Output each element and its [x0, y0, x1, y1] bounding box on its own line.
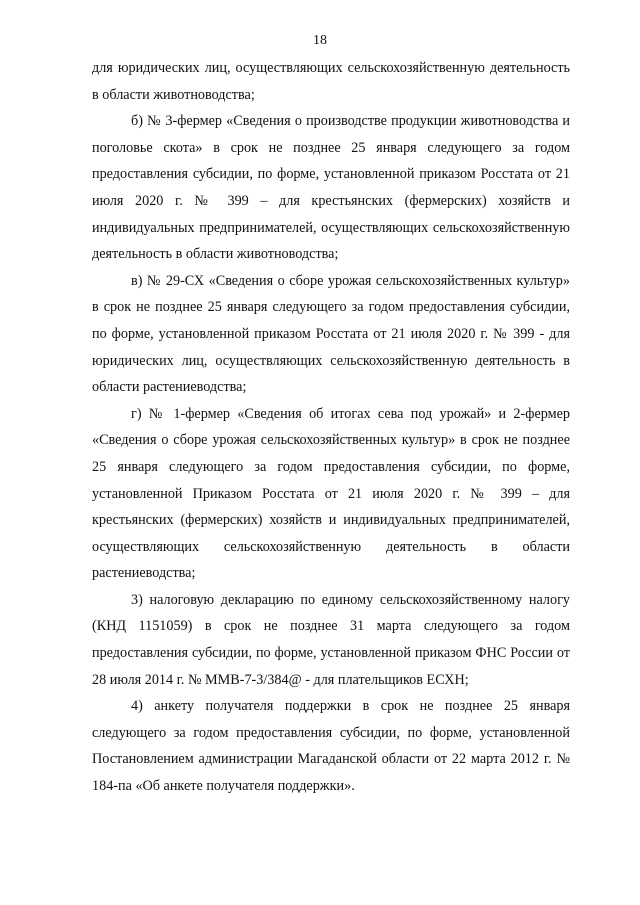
paragraph-item-3: 3) налоговую декларацию по единому сельскохозяйственному налогу (КНД 1151059) в срок не позднее 31 марта следующего за годом предоставления субсидии, по форме, установленной приказом ФНС России от 28 июля 2014 г. № ММВ-7-3/384@ - для плательщиков ЕСХН; [92, 591, 570, 688]
paragraph-item-v: в) № 29-СХ «Сведения о сборе урожая сельскохозяйственных культур» в срок не позднее 25 января следующего за годом предоставления субсидии, по форме, установленной приказом Росстата от 21 июля 2020 г. № 399 - для юридических лиц, осуществляющих сельскохозяйственную деятельность в области растениеводства; [92, 272, 570, 396]
paragraph-item-4: 4) анкету получателя поддержки в срок не позднее 25 января следующего за годом предоставления субсидии, по форме, установленной Постановлением администрации Магаданской области от 22 марта 2012 г. № 184-па «Об анкете получателя поддержки». [92, 698, 570, 795]
paragraph-item-b: б) № 3-фермер «Сведения о производстве продукции животноводства и поголовье скота» в срок не позднее 25 января следующего за годом предоставления субсидии, по форме, установленной приказом Росстата от 21 июля 2020 г. № 399 – для крестьянских (фермерских) хозяйств и индивидуальных предпринимателей, осуществляющих сельскохозяйственную деятельность в области животноводства; [92, 113, 570, 263]
page-number: 18 [313, 33, 327, 48]
paragraph-item-g: г) № 1-фермер «Сведения об итогах сева под урожай» и 2-фермер «Сведения о сборе урожая сельскохозяйственных культур» в срок не позднее 25 января следующего за годом предоставления субсидии, по форме, установленной Приказом Росстата от 21 июля 2020 г. № 399 – для крестьянских (фермерских) хозяйств и индивидуальных предпринимателей, осуществляющих сельскохозяйственную деятельность в области растениеводства; [92, 405, 570, 582]
paragraph-continuation: для юридических лиц, осуществляющих сельскохозяйственную деятельность в области животноводства; [92, 60, 570, 103]
document-body [92, 55, 570, 800]
